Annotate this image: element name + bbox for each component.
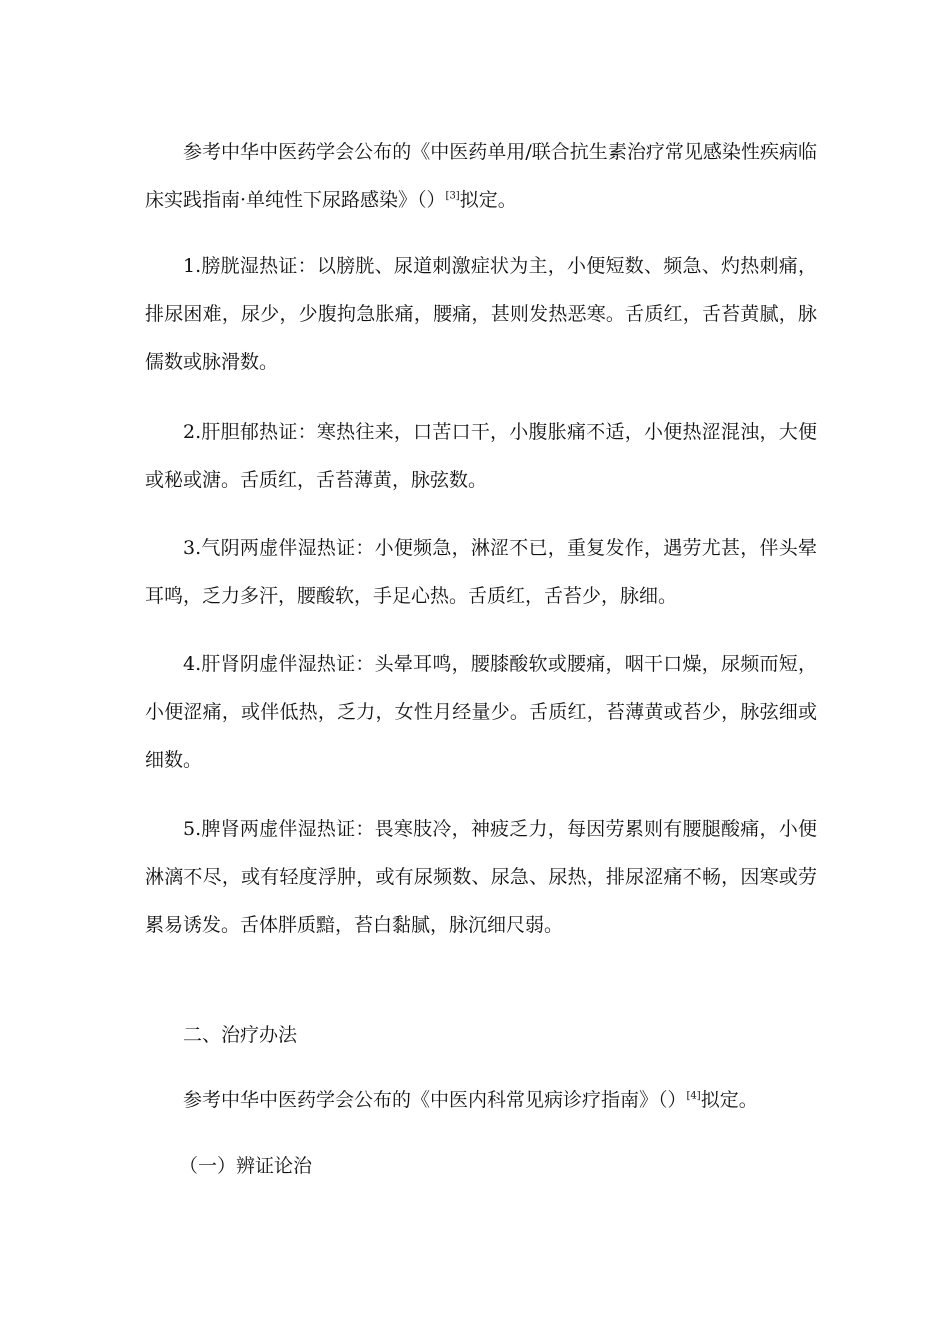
syndrome-5-paragraph: 5.脾肾两虚伴湿热证：畏寒肢冷，神疲乏力，每因劳累则有腰腿酸痛，小便淋漓不尽，或有轻度浮肿，或有尿频数、尿急、尿热，排尿涩痛不畅，因寒或劳累易诱发。舌体胖质黯，苔白黏腻，脉沉细尺弱。 <box>145 818 817 936</box>
syndrome-2-paragraph: 2.肝胆郁热证：寒热往来，口苦口干，小腹胀痛不适，小便热涩混浊，大便或秘或溏。舌质红，舌苔薄黄，脉弦数。 <box>145 421 817 491</box>
subsection-heading: （一）辨证论治 <box>179 1155 313 1177</box>
section-2-intro-text: 参考中华中医药学会公布的《中医内科常见病诊疗指南》（） <box>183 1089 687 1111</box>
section-2-heading: 二、治疗办法 <box>183 1024 298 1046</box>
intro-text: 参考中华中医药学会公布的《中医药单用/联合抗生素治疗常见感染性疾病临床实践指南·单纯性下尿路感染》（） <box>145 141 817 211</box>
syndrome-4-paragraph: 4.肝肾阴虚伴湿热证：头晕耳鸣，腰膝酸软或腰痛，咽干口燥，尿频而短，小便涩痛，或伴低热，乏力，女性月经量少。舌质红，苔薄黄或苔少，脉弦细或细数。 <box>145 653 817 771</box>
citation-3: [3] <box>445 190 460 202</box>
section-2-intro-suffix: 拟定。 <box>700 1089 758 1111</box>
section-2-intro <box>145 1084 817 1116</box>
citation-4: [4] <box>686 1090 701 1102</box>
syndrome-1-paragraph: 1.膀胱湿热证：以膀胱、尿道刺激症状为主，小便短数、频急、灼热刺痛，排尿困难，尿少，少腹拘急胀痛，腰痛，甚则发热恶寒。舌质红，舌苔黄腻，脉儒数或脉滑数。 <box>145 255 817 373</box>
syndrome-3-paragraph: 3.气阴两虚伴湿热证：小便频急，淋涩不已，重复发作，遇劳尤甚，伴头晕耳鸣，乏力多汗，腰酸软，手足心热。舌质红，舌苔少，脉细。 <box>145 537 817 607</box>
intro-paragraph <box>145 128 817 224</box>
intro-suffix: 拟定。 <box>459 189 517 211</box>
